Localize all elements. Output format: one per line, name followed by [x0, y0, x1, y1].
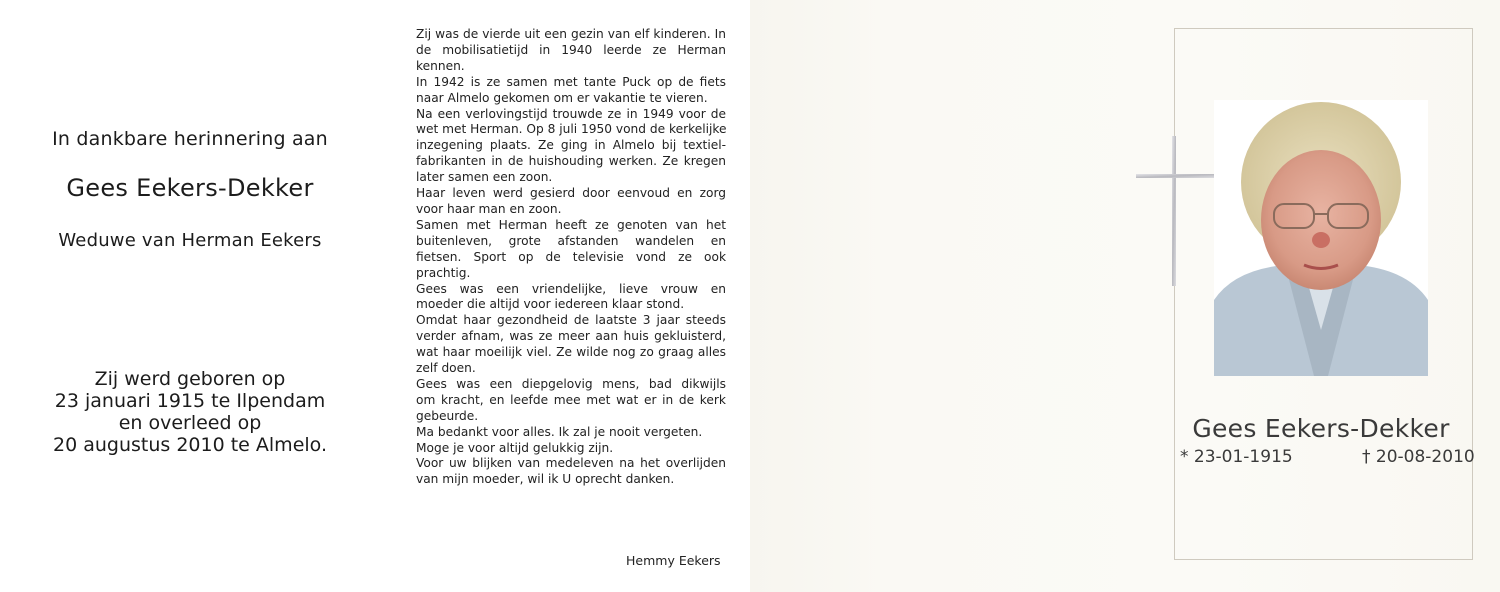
cross-icon	[1136, 136, 1214, 286]
life-line: Zij werd geboren op	[94, 368, 286, 390]
biography-line: Moge je voor altijd gelukkig zijn.	[416, 440, 614, 455]
biography-line: In 1942 is ze samen met tante Puck op de fiets	[416, 74, 726, 89]
biography-line: moeder die altijd voor iedereen klaar stond.	[416, 297, 685, 312]
biography-line: wet met Herman. Op 8 juli 1950 vond de kerkelijke	[416, 122, 727, 137]
biography-line: gebeurde.	[416, 408, 479, 423]
biography-line: Gees was een vriendelijke, lieve vrouw en	[416, 281, 726, 296]
biography-line: voor haar man en zoon.	[416, 201, 562, 216]
biography-line: fabrikanten in de huishouding werken. Ze kregen	[416, 154, 726, 169]
birth-death-statement	[40, 368, 340, 456]
deceased-name: Gees Eekers-Dekker	[66, 174, 314, 202]
biography-line: Voor uw blijken van medeleven na het overlijden	[416, 456, 726, 471]
biography-line: fietsen. Sport op de televisie vond ze ook	[416, 249, 726, 264]
birth-date: * 23-01-1915	[1180, 447, 1293, 467]
biography-line: inzegening plaats. Ze ging in Almelo bij textiel-	[416, 138, 726, 153]
biography-line: Zij was de vierde uit een gezin van elf kinderen. In	[416, 27, 726, 41]
biography-line: Omdat haar gezondheid de laatste 3 jaar steeds	[416, 313, 726, 328]
biography-line: van mijn moeder, wil ik U oprecht danken.	[416, 472, 675, 487]
dedication-intro: In dankbare herinnering aan	[52, 128, 328, 150]
front-name: Gees Eekers-Dekker	[1192, 414, 1450, 443]
biography-line: buitenleven, grote afstanden wandelen en	[416, 233, 726, 248]
life-line: en overleed op	[118, 412, 262, 434]
biography-line: verder afnam, was ze meer aan huis gekluisterd,	[416, 329, 726, 344]
biography-line: om kracht, en leefde mee met wat er in de kerk	[416, 392, 726, 407]
biography-line: kennen.	[416, 58, 465, 73]
biography-line: wat haar moeilijk viel. Ze wilde nog zo graag alles	[416, 345, 726, 360]
biography-line: Na een verlovingstijd trouwde ze in 1949 voor de	[416, 106, 726, 121]
biography-line: de mobilisatietijd in 1940 leerde ze Herman	[416, 42, 726, 57]
widow-line: Weduwe van Herman Eekers	[58, 230, 322, 251]
biography-line: zelf doen.	[416, 361, 476, 376]
life-line: 20 augustus 2010 te Almelo.	[53, 434, 327, 456]
biography-line: Haar leven werd gesierd door eenvoud en zorg	[416, 186, 726, 201]
biography-line: Ma bedankt voor alles. Ik zal je nooit vergeten.	[416, 424, 703, 439]
biography-line: later samen een zoon.	[416, 170, 553, 185]
portrait-photo	[1214, 100, 1428, 376]
life-line: 23 januari 1915 te Ilpendam	[54, 390, 326, 412]
biography-line: naar Almelo gekomen om er vakantie te vieren.	[416, 90, 708, 105]
biography-line: Gees was een diepgelovig mens, bad dikwijls	[416, 376, 726, 391]
biography-line: Samen met Herman heeft ze genoten van het	[416, 217, 726, 232]
biography-text	[416, 27, 726, 488]
signature: Hemmy Eekers	[626, 553, 721, 568]
death-date: † 20-08-2010	[1362, 447, 1475, 467]
biography-line: prachtig.	[416, 265, 471, 280]
